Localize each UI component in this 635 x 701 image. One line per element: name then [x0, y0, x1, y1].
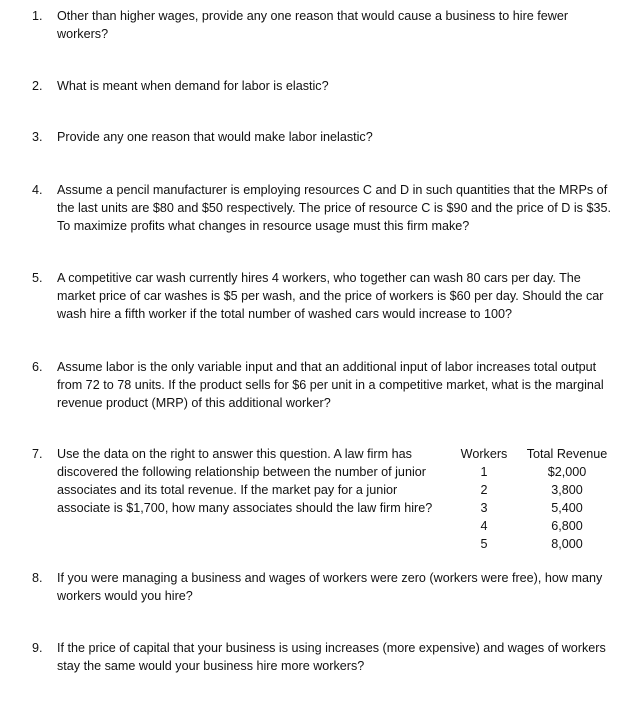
question-number: 7. — [32, 447, 43, 461]
question-1 — [32, 7, 622, 43]
revenue-cell: 6,800 — [551, 519, 583, 533]
question-number: 1. — [32, 9, 43, 23]
question-text: If you were managing a business and wages of workers were zero (workers were free), how many workers would you hire? — [57, 571, 603, 603]
revenue-cell: 3,800 — [551, 483, 583, 497]
question-7 — [32, 445, 442, 517]
question-number: 8. — [32, 571, 43, 585]
question-9 — [32, 639, 622, 675]
column-header-workers: Workers — [460, 447, 508, 461]
question-text: What is meant when demand for labor is elastic? — [57, 79, 329, 93]
question-8 — [32, 569, 622, 605]
workers-cell: 1 — [480, 465, 488, 479]
question-2 — [32, 77, 622, 95]
table-header-row — [455, 445, 623, 463]
revenue-table — [455, 445, 623, 553]
table-row — [455, 517, 623, 535]
question-5 — [32, 269, 622, 323]
workers-cell: 2 — [480, 483, 488, 497]
column-header-total-revenue: Total Revenue — [526, 447, 608, 461]
workers-cell: 5 — [480, 537, 488, 551]
question-text: A competitive car wash currently hires 4 workers, who together can wash 80 cars per day. The market price of car washes is $5 per wash, and the price of workers is $60 per day. Should the car wash hire a fifth worker if the total number of washed cars would increase to 100? — [57, 271, 604, 321]
revenue-cell: 8,000 — [551, 537, 583, 551]
question-number: 4. — [32, 183, 43, 197]
workers-cell: 4 — [480, 519, 488, 533]
table-row — [455, 535, 623, 553]
question-number: 5. — [32, 271, 43, 285]
question-3 — [32, 128, 622, 146]
question-text: Use the data on the right to answer this question. A law firm has discovered the following relationship between the number of junior associates and its total revenue. If the market pay for a junior associate is $1,700, how many associates should the law firm hire? — [57, 447, 433, 515]
question-text: If the price of capital that your business is using increases (more expensive) and wages of workers stay the same would your business hire more workers? — [57, 641, 606, 673]
question-text: Provide any one reason that would make labor inelastic? — [57, 130, 373, 144]
question-number: 3. — [32, 130, 43, 144]
question-number: 6. — [32, 360, 43, 374]
question-text: Assume a pencil manufacturer is employing resources C and D in such quantities that the MRPs of the last units are $80 and $50 respectively. The price of resource C is $90 and the price of D is $35. To maximize profits what changes in resource usage must this firm make? — [57, 183, 611, 233]
table-row — [455, 463, 623, 481]
revenue-cell: $2,000 — [547, 465, 587, 479]
table-row — [455, 481, 623, 499]
question-number: 9. — [32, 641, 43, 655]
question-number: 2. — [32, 79, 43, 93]
revenue-cell: 5,400 — [551, 501, 583, 515]
question-text: Assume labor is the only variable input and that an additional input of labor increases total output from 72 to 78 units. If the product sells for $6 per unit in a competitive market, what is the marginal revenue product (MRP) of this additional worker? — [57, 360, 604, 410]
question-text: Other than higher wages, provide any one reason that would cause a business to hire fewer workers? — [57, 9, 569, 41]
question-6 — [32, 358, 622, 412]
table-row — [455, 499, 623, 517]
question-4 — [32, 181, 622, 235]
workers-cell: 3 — [480, 501, 488, 515]
